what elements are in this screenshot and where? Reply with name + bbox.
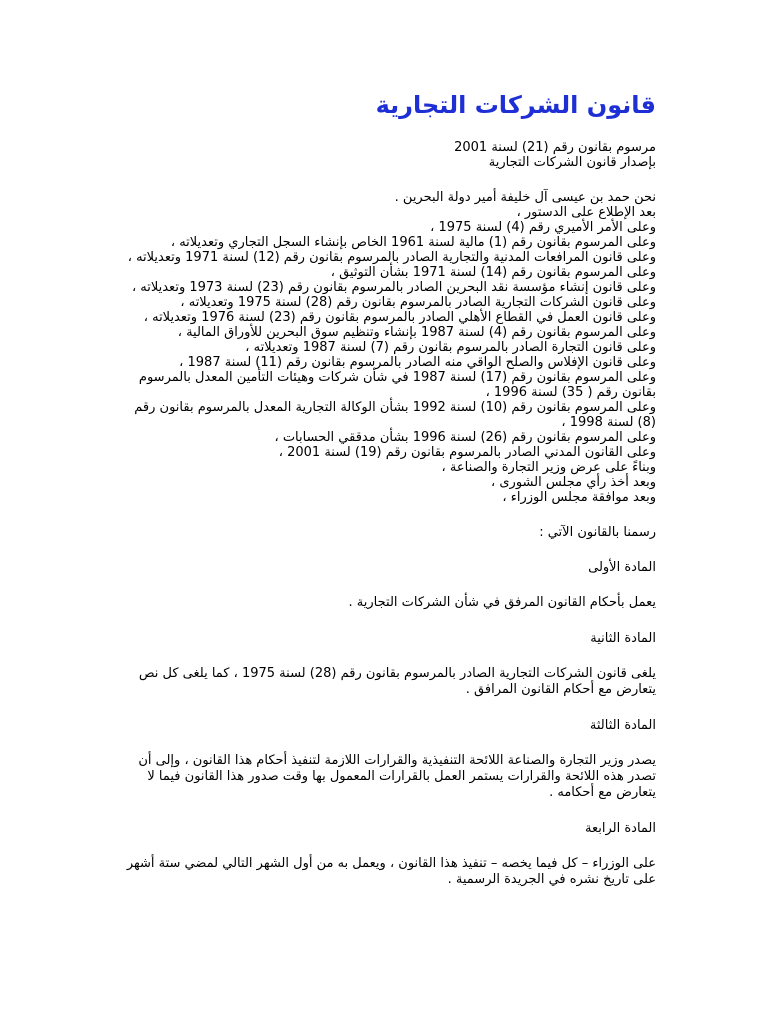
preamble-line: وبعد أخذ رأي مجلس الشورى ، bbox=[491, 475, 656, 490]
preamble-line: وعلى الأمر الأميري رقم (4) لسنة 1975 ، bbox=[430, 220, 656, 235]
article-text: على الوزراء – كل فيما يخصه – تنفيذ هذا القانون ، ويعمل به من أول الشهر التالي لمضي ستة أشهر على تاريخ نشره في الجريدة الرسمية . bbox=[126, 856, 656, 887]
preamble-line: وعلى قانون التجارة الصادر بالمرسوم بقانون رقم (7) لسنة 1987 وتعديلاته ، bbox=[245, 340, 656, 355]
preamble-line: وعلى المرسوم بقانون رقم (17) لسنة 1987 في شأن شركات وهيئات التأمين المعدل بالمرسوم بقانون رقم ( 35) لسنة 1996 ، bbox=[138, 370, 656, 400]
preamble-line: وبناءً على عرض وزير التجارة والصناعة ، bbox=[441, 460, 656, 475]
preamble-line: وعلى قانون الإفلاس والصلح الواقي منه الصادر بالمرسوم بقانون رقم (11) لسنة 1987 ، bbox=[179, 355, 656, 370]
article-text: يصدر وزير التجارة والصناعة اللائحة التنفيذية والقرارات اللازمة لتنفيذ أحكام هذا القانون ، وإلى أن تصدر هذه اللائحة والقرارات يستمر العمل بالقرارات المعمول بها وقت صدور هذا القانون فيما لا يتعارض مع أحكامه . bbox=[138, 753, 656, 800]
preamble-line: وعلى المرسوم بقانون رقم (1) مالية لسنة 1961 الخاص بإنشاء السجل التجاري وتعديلاته ، bbox=[170, 235, 656, 250]
preamble-line: وعلى قانون الشركات التجارية الصادر بالمرسوم بقانون رقم (28) لسنة 1975 وتعديلاته ، bbox=[180, 295, 656, 310]
article-heading: المادة الأولى bbox=[588, 560, 656, 575]
article-heading: المادة الرابعة bbox=[585, 821, 656, 836]
preamble-line: وعلى المرسوم بقانون رقم (26) لسنة 1996 بشأن مدققي الحسابات ، bbox=[274, 430, 656, 445]
article-text: يعمل بأحكام القانون المرفق في شأن الشركات التجارية . bbox=[348, 595, 656, 610]
preamble-line: بعد الإطلاع على الدستور ، bbox=[516, 205, 656, 220]
enactment-line: رسمنا بالقانون الآتي : bbox=[539, 525, 656, 540]
preamble-line: وعلى قانون المرافعات المدنية والتجارية الصادر بالمرسوم بقانون رقم (12) لسنة 1971 وتعديلاته ، bbox=[127, 250, 656, 265]
article-text: يلغى قانون الشركات التجارية الصادر بالمرسوم بقانون رقم (28) لسنة 1975 ، كما يلغى كل نص يتعارض مع أحكام القانون المرافق . bbox=[138, 666, 656, 697]
preamble-line: وبعد موافقة مجلس الوزراء ، bbox=[502, 490, 656, 505]
page-title: قانون الشركات التجارية bbox=[375, 91, 656, 119]
preamble-line: وعلى المرسوم بقانون رقم (14) لسنة 1971 بشأن التوثيق ، bbox=[330, 265, 656, 280]
preamble-line: وعلى المرسوم بقانون رقم (10) لسنة 1992 بشأن الوكالة التجارية المعدل بالمرسوم بقانون رقم (8) لسنة 1998 ، bbox=[134, 400, 656, 430]
preamble-block bbox=[118, 190, 656, 505]
preamble-line: وعلى قانون إنشاء مؤسسة نقد البحرين الصادر بالمرسوم بقانون رقم (23) لسنة 1973 وتعديلاته ، bbox=[131, 280, 656, 295]
preamble-line: وعلى القانون المدني الصادر بالمرسوم بقانون رقم (19) لسنة 2001 ، bbox=[278, 445, 656, 460]
decree-block bbox=[118, 140, 656, 170]
document-body bbox=[118, 88, 656, 888]
article-heading: المادة الثانية bbox=[590, 631, 656, 646]
decree-line: بإصدار قانون الشركات التجارية bbox=[488, 155, 656, 170]
decree-line: مرسوم بقانون رقم (21) لسنة 2001 bbox=[454, 140, 656, 155]
preamble-line: نحن حمد بن عيسى آل خليفة أمير دولة البحرين . bbox=[394, 190, 656, 205]
article-heading: المادة الثالثة bbox=[589, 718, 656, 733]
preamble-line: وعلى المرسوم بقانون رقم (4) لسنة 1987 بإنشاء وتنظيم سوق البحرين للأوراق المالية ، bbox=[177, 325, 656, 340]
preamble-line: وعلى قانون العمل في القطاع الأهلي الصادر بالمرسوم بقانون رقم (23) لسنة 1976 وتعديلاته ، bbox=[143, 310, 656, 325]
